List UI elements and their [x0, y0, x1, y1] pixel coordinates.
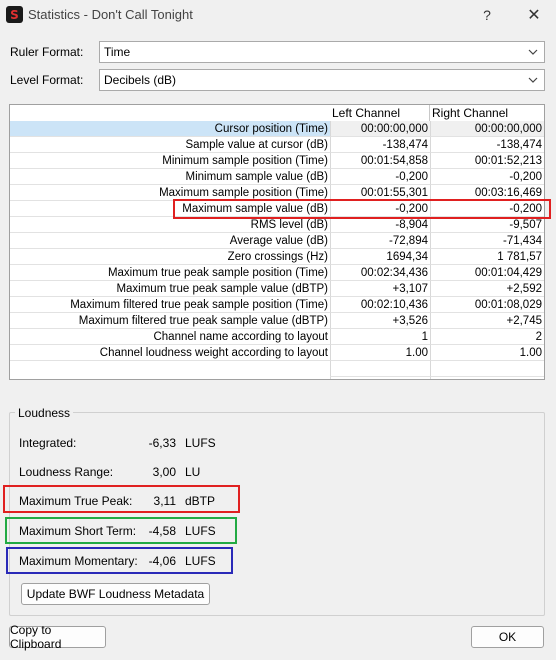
level-format-select[interactable] — [99, 69, 545, 91]
table-row[interactable] — [10, 249, 545, 265]
row-name-cell: Cursor position (Time) — [10, 121, 330, 137]
loudness-label: Integrated: — [19, 436, 77, 450]
right-channel-cell: -71,434 — [430, 233, 544, 249]
loudness-label: Maximum True Peak: — [19, 494, 133, 508]
left-channel-cell: 00:00:00,000 — [330, 121, 430, 137]
table-row[interactable] — [10, 121, 545, 137]
row-name-cell: Minimum sample value (dB) — [10, 169, 330, 185]
row-name-cell: Zero crossings (Hz) — [10, 249, 330, 265]
ruler-format-label: Ruler Format: — [10, 45, 84, 59]
left-channel-cell: 00:02:34,436 — [330, 265, 430, 281]
row-name-cell: Maximum true peak sample position (Time) — [10, 265, 330, 281]
row-name-cell: Channel name according to layout — [10, 329, 330, 345]
left-channel-cell: 1694,34 — [330, 249, 430, 265]
column-header-left-channel[interactable]: Left Channel — [330, 105, 430, 121]
ruler-format-value: Time — [104, 45, 131, 59]
row-name-cell: Maximum sample position (Time) — [10, 185, 330, 201]
empty-table-row — [10, 361, 545, 377]
chevron-down-icon — [528, 73, 538, 87]
right-channel-cell: +2,745 — [430, 313, 544, 329]
left-channel-cell: -72,894 — [330, 233, 430, 249]
right-channel-cell: 00:00:00,000 — [430, 121, 544, 137]
table-row[interactable] — [10, 137, 545, 153]
loudness-label: Maximum Momentary: — [19, 554, 138, 568]
table-row[interactable] — [10, 345, 545, 361]
left-channel-cell: -0,200 — [330, 201, 430, 217]
statistics-table[interactable] — [9, 104, 545, 380]
level-format-label: Level Format: — [10, 73, 84, 87]
right-channel-cell: 00:03:16,469 — [430, 185, 544, 201]
right-channel-cell: +2,592 — [430, 281, 544, 297]
right-channel-cell: 00:01:04,429 — [430, 265, 544, 281]
right-channel-cell: -9,507 — [430, 217, 544, 233]
left-channel-cell: 1 — [330, 329, 430, 345]
loudness-unit: LUFS — [185, 436, 216, 450]
chevron-down-icon — [528, 45, 538, 59]
right-channel-cell: 1 781,57 — [430, 249, 544, 265]
ruler-format-select[interactable] — [99, 41, 545, 63]
right-channel-cell: 2 — [430, 329, 544, 345]
left-channel-cell: -0,200 — [330, 169, 430, 185]
row-name-cell: Sample value at cursor (dB) — [10, 137, 330, 153]
empty-cell — [430, 361, 544, 377]
row-name-cell: Maximum filtered true peak sample position (Time) — [10, 297, 330, 313]
left-channel-cell: +3,107 — [330, 281, 430, 297]
loudness-unit: LUFS — [185, 524, 216, 538]
left-channel-cell: -8,904 — [330, 217, 430, 233]
left-channel-cell: 00:01:55,301 — [330, 185, 430, 201]
right-channel-cell: -0,200 — [430, 169, 544, 185]
loudness-value: -6,33 — [148, 436, 176, 450]
left-channel-cell: 00:02:10,436 — [330, 297, 430, 313]
right-channel-cell: -138,474 — [430, 137, 544, 153]
loudness-value: 3,00 — [152, 465, 176, 479]
update-bwf-metadata-button[interactable]: Update BWF Loudness Metadata — [21, 583, 210, 605]
loudness-value: -4,58 — [148, 524, 176, 538]
title-bar — [0, 0, 556, 30]
app-logo-icon — [6, 6, 23, 23]
table-row[interactable] — [10, 329, 545, 345]
row-name-cell: Maximum true peak sample value (dBTP) — [10, 281, 330, 297]
table-row[interactable] — [10, 185, 545, 201]
empty-cell — [330, 361, 430, 377]
window-title: Statistics - Don't Call Tonight — [28, 7, 193, 22]
table-row[interactable] — [10, 153, 545, 169]
row-name-cell: Channel loudness weight according to layout — [10, 345, 330, 361]
row-name-cell: Average value (dB) — [10, 233, 330, 249]
loudness-label: Loudness Range: — [19, 465, 114, 479]
table-row[interactable] — [10, 313, 545, 329]
row-name-cell: Minimum sample position (Time) — [10, 153, 330, 169]
ok-button[interactable]: OK — [471, 626, 544, 648]
left-channel-cell: 1.00 — [330, 345, 430, 361]
column-header-right-channel[interactable]: Right Channel — [430, 105, 545, 121]
level-format-value: Decibels (dB) — [104, 73, 177, 87]
loudness-group-title: Loudness — [15, 406, 73, 420]
right-channel-cell: 00:01:08,029 — [430, 297, 544, 313]
table-row[interactable] — [10, 217, 545, 233]
left-channel-cell: -138,474 — [330, 137, 430, 153]
loudness-value: -4,06 — [148, 554, 176, 568]
app-logo-letter: S — [10, 7, 19, 22]
loudness-unit: LUFS — [185, 554, 216, 568]
table-row[interactable] — [10, 281, 545, 297]
copy-to-clipboard-button[interactable]: Copy to Clipboard — [9, 626, 106, 648]
table-row[interactable] — [10, 297, 545, 313]
row-name-cell: Maximum filtered true peak sample value (dBTP) — [10, 313, 330, 329]
row-name-cell: RMS level (dB) — [10, 217, 330, 233]
close-button[interactable]: ✕ — [527, 7, 541, 24]
right-channel-cell: 1.00 — [430, 345, 544, 361]
right-channel-cell: -0,200 — [430, 201, 544, 217]
help-button[interactable]: ? — [483, 7, 491, 23]
table-row[interactable] — [10, 233, 545, 249]
row-name-cell: Maximum sample value (dB) — [10, 201, 330, 217]
loudness-value: 3,11 — [153, 494, 176, 508]
right-channel-cell: 00:01:52,213 — [430, 153, 544, 169]
left-channel-cell: 00:01:54,858 — [330, 153, 430, 169]
loudness-label: Maximum Short Term: — [19, 524, 137, 538]
table-row[interactable] — [10, 265, 545, 281]
table-row[interactable] — [10, 169, 545, 185]
loudness-unit: LU — [185, 465, 201, 479]
left-channel-cell: +3,526 — [330, 313, 430, 329]
table-row[interactable] — [10, 201, 545, 217]
loudness-unit: dBTP — [185, 494, 216, 508]
